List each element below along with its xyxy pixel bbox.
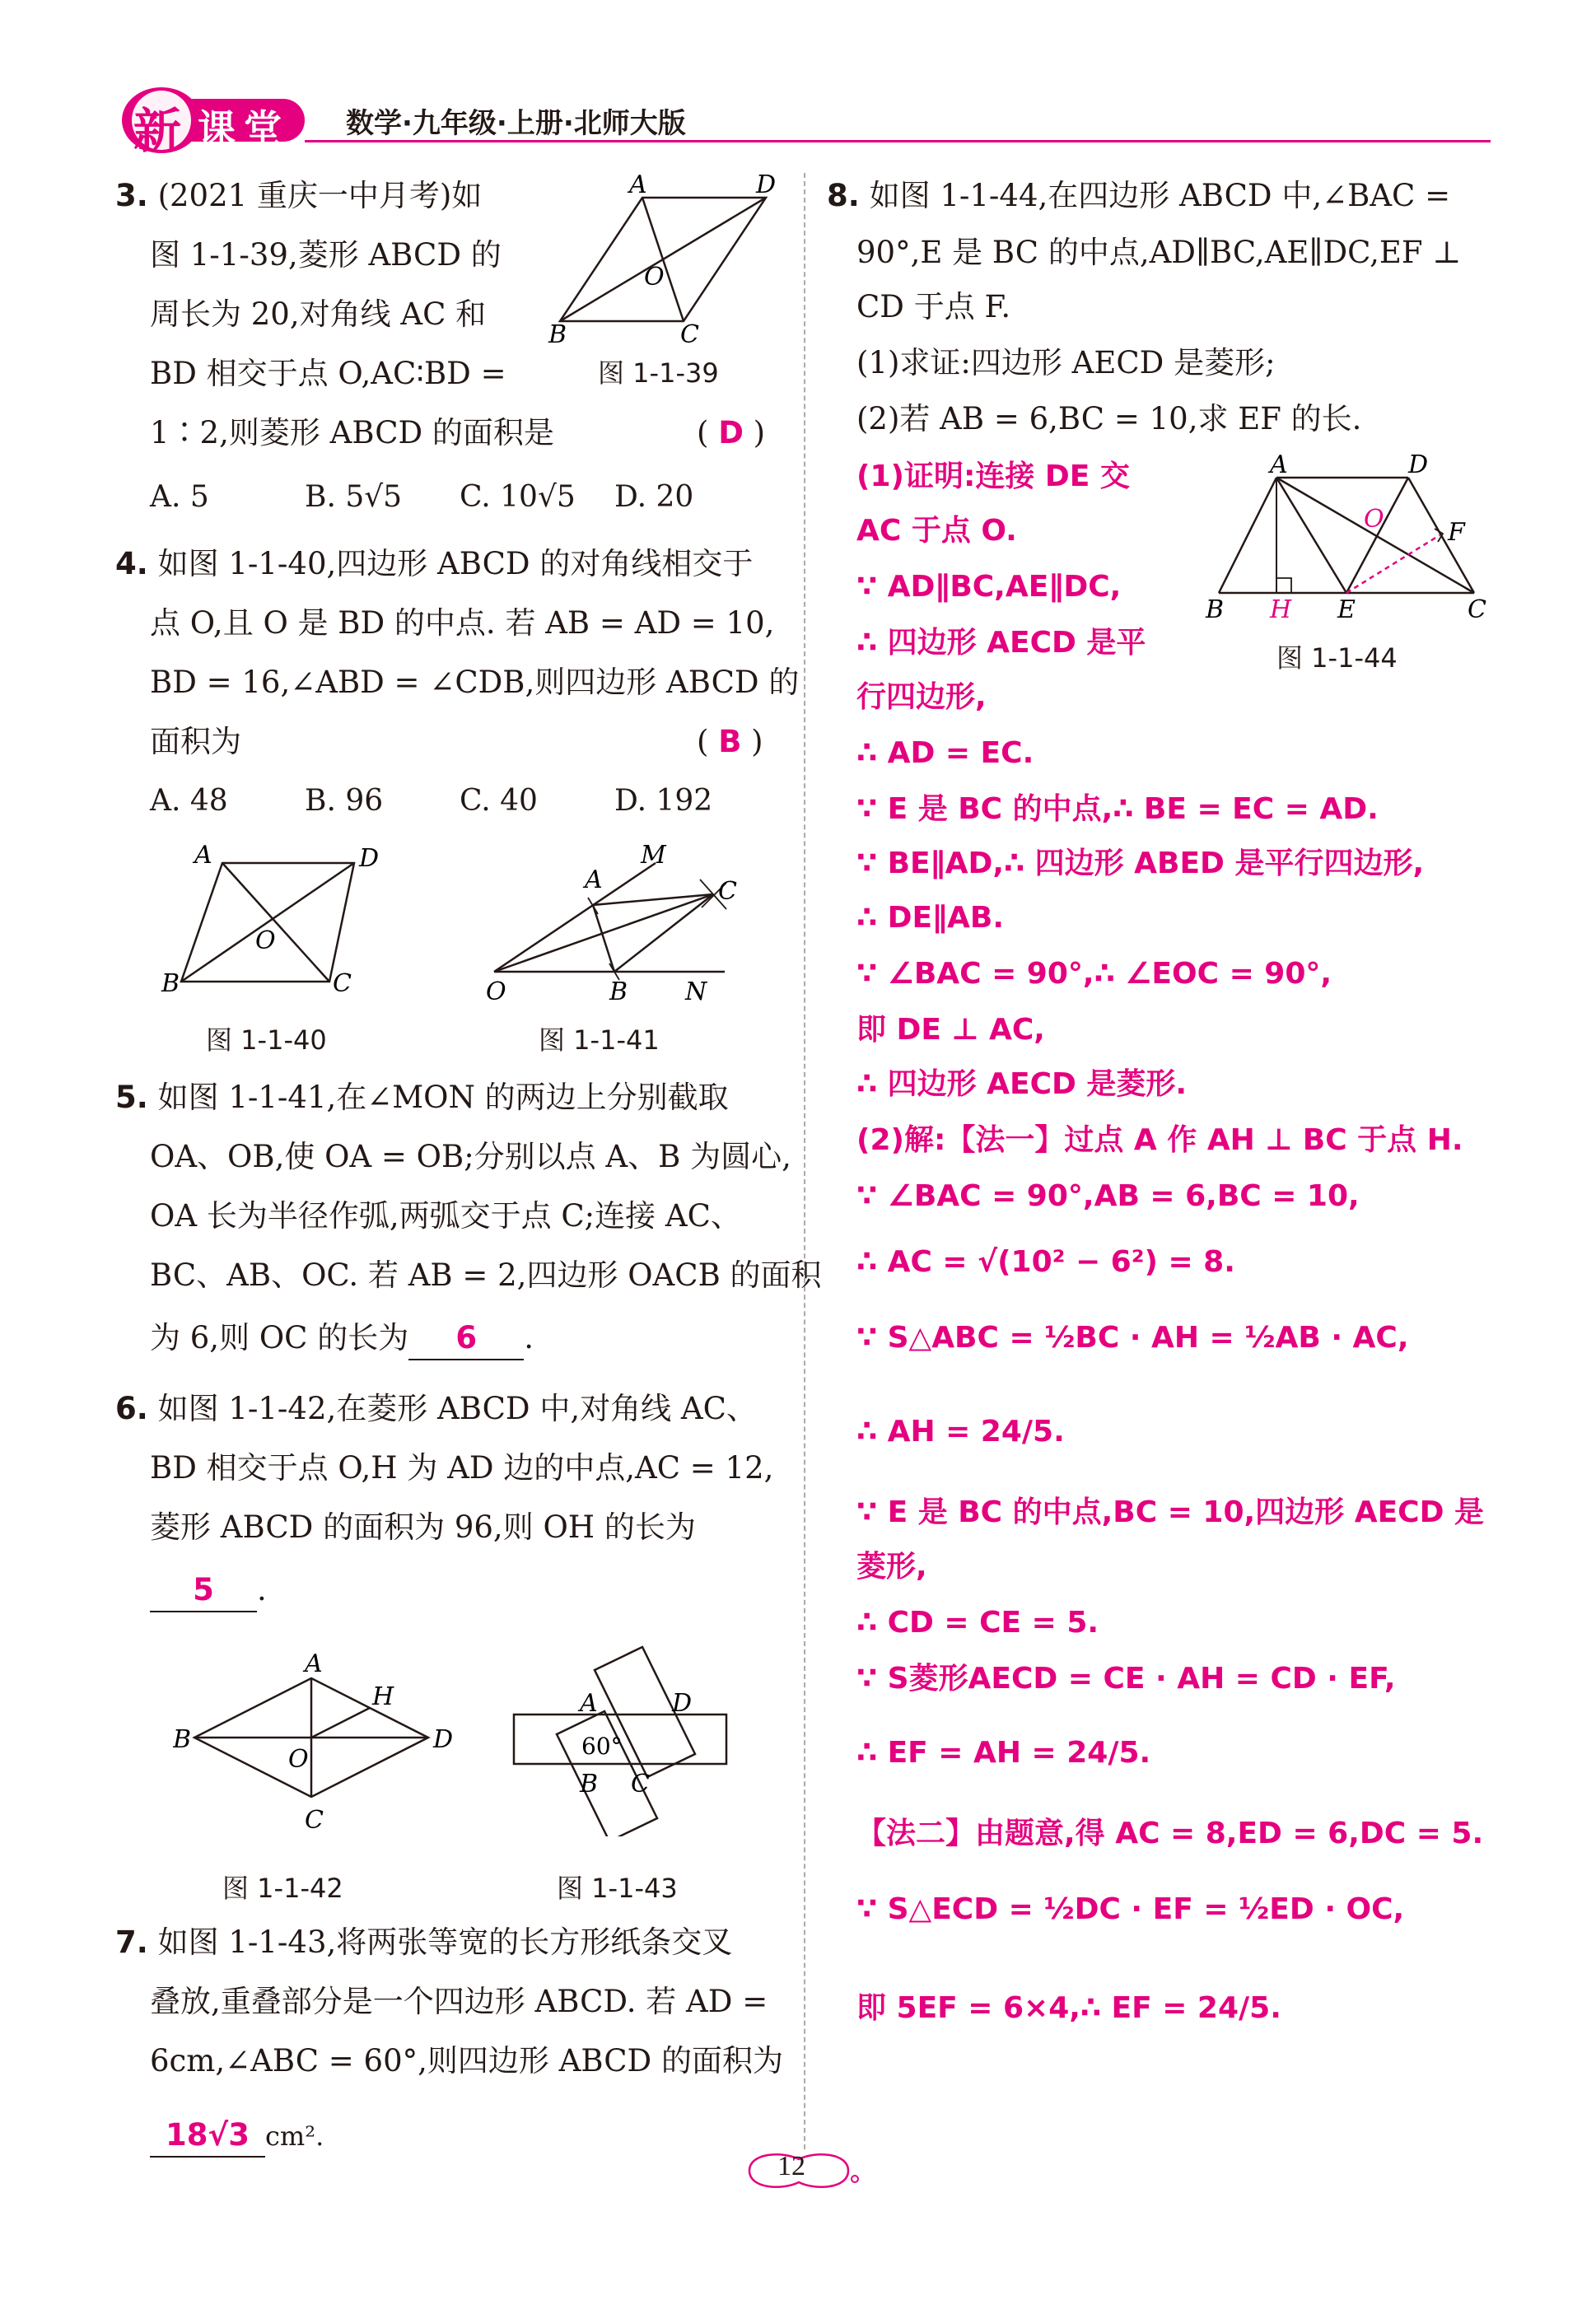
q8-sol-11: ∵ S△ABC = ½BC · AH = ½AB · AC, [856, 1321, 1409, 1355]
column-divider [804, 173, 805, 2149]
q4-answer: B [718, 724, 742, 759]
fig40-label-d: D [359, 844, 380, 873]
q4-option-a: A. 48 [150, 784, 228, 818]
fig42-label-c: C [305, 1806, 324, 1835]
q8-line-1: 如图 1-1-44,在四边形 ABCD 中,∠BAC = [869, 178, 1451, 213]
brand-char-3: 堂 [244, 106, 282, 151]
q6-number: 6. [115, 1391, 148, 1426]
q3-option-c: C. 10√5 [460, 480, 576, 514]
fig44-label-e: E [1337, 595, 1356, 624]
q8-line-4: (1)求证:四边形 AECD 是菱形; [856, 345, 1276, 380]
q5-line-4: BC、AB、OC. 若 AB = 2,四边形 OACB 的面积 [150, 1257, 822, 1293]
q8-sol-1: ∴ AD = EC. [856, 736, 1034, 770]
q8-sol-n4: ∴ 四边形 AECD 是平 [856, 626, 1146, 660]
fig40-label-b: B [161, 969, 180, 998]
q8-sol-13: ∵ E 是 BC 的中点,BC = 10,四边形 AECD 是 [856, 1495, 1484, 1529]
q8-sol-3: ∵ BE∥AD,∴ 四边形 ABED 是平行四边形, [856, 847, 1425, 880]
figure-1-1-43 [502, 1639, 741, 1836]
fig44-label-f: F [1448, 518, 1465, 547]
figure-1-1-39 [544, 173, 791, 354]
q6-line-3: 菱形 ABCD 的面积为 96,则 OH 的长为 [150, 1509, 696, 1545]
q8-sol-n1: (1)证明:连接 DE 交 [856, 460, 1130, 493]
q8-sol-10: ∴ AC = √(10² − 6²) = 8. [856, 1245, 1235, 1279]
figure-1-1-40 [156, 840, 395, 1005]
q5-line-5: 为 6,则 OC 的长为 [150, 1320, 409, 1355]
q5-line-1: 如图 1-1-41,在∠MON 的两边上分别截取 [157, 1080, 729, 1115]
q5-answer: 6 [455, 1320, 478, 1355]
fig44-caption: 图 1-1-44 [1276, 642, 1398, 674]
fig39-caption: 图 1-1-39 [598, 357, 719, 389]
q8-sol-4: ∴ DE∥AB. [856, 901, 1005, 935]
header-rule [305, 140, 1491, 142]
header [115, 82, 1491, 159]
fig44-label-h: H [1270, 595, 1292, 624]
q7-line-2: 叠放,重叠部分是一个四边形 ABCD. 若 AD = [150, 1984, 768, 2019]
brand-char-2: 课 [198, 106, 236, 151]
q3-option-d: D. 20 [614, 480, 694, 514]
q7-line-3: 6cm,∠ABC = 60°,则四边形 ABCD 的面积为 [150, 2043, 783, 2078]
q4-line-1: 如图 1-1-40,四边形 ABCD 的对角线相交于 [157, 546, 754, 581]
q5-line-3: OA 长为半径作弧,两弧交于点 C;连接 AC、 [150, 1198, 741, 1234]
fig39-label-o: O [644, 263, 665, 292]
q8-sol-n5: 行四边形, [856, 680, 987, 714]
q4-line-2: 点 O,且 O 是 BD 的中点. 若 AB = AD = 10, [150, 605, 775, 641]
fig43-angle: 60° [581, 1733, 623, 1760]
q5-number: 5. [115, 1080, 148, 1115]
fig42-label-a: A [305, 1649, 323, 1678]
figure-1-1-42 [173, 1647, 453, 1836]
fig42-label-d: D [433, 1725, 453, 1754]
page-number: 12 [777, 2151, 805, 2181]
fig44-label-d: D [1408, 453, 1429, 479]
fig41-caption: 图 1-1-41 [539, 1024, 660, 1056]
q6-line-2: BD 相交于点 O,H 为 AD 边的中点,AC = 12, [150, 1450, 774, 1486]
fig40-label-a: A [194, 841, 212, 870]
figure-1-1-41 [469, 840, 749, 1005]
q3-line-3: 周长为 20,对角线 AC 和 [150, 296, 487, 332]
q3-line-5: 1∶2,则菱形 ABCD 的面积是 [150, 415, 554, 450]
fig42-label-b: B [173, 1725, 192, 1754]
fig42-label-h: H [372, 1682, 394, 1711]
fig42-caption: 图 1-1-42 [222, 1873, 343, 1904]
q6-answer: 5 [193, 1572, 214, 1607]
q8-number: 8. [827, 178, 860, 213]
fig43-label-c: C [631, 1770, 650, 1798]
q8-sol-20: 即 5EF = 6×4,∴ EF = 24/5. [856, 1991, 1281, 2025]
fig39-label-d: D [756, 173, 777, 199]
q4-line-4: 面积为 [150, 724, 241, 759]
fig44-label-c: C [1468, 595, 1486, 624]
fig43-label-b: B [580, 1770, 599, 1798]
q3-number: 3. [115, 178, 148, 213]
q8-line-5: (2)若 AB = 6,BC = 10,求 EF 的长. [856, 401, 1362, 436]
q7-line-1: 如图 1-1-43,将两张等宽的长方形纸条交叉 [157, 1924, 733, 1960]
fig43-label-a: A [580, 1689, 598, 1718]
q8-sol-2: ∵ E 是 BC 的中点,∴ BE = EC = AD. [856, 792, 1379, 826]
q8-line-3: CD 于点 F. [856, 289, 1011, 324]
header-subtitle: 数学·九年级·上册·北师大版 [346, 107, 686, 140]
fig39-label-b: B [548, 320, 567, 349]
fig39-label-c: C [680, 320, 699, 349]
fig44-label-b: B [1206, 595, 1225, 624]
brand-char-1: 新 [133, 103, 182, 159]
q4-answer-bracket: ( B ) [697, 724, 763, 759]
q3-option-a: A. 5 [150, 480, 209, 514]
fig41-label-b: B [609, 977, 628, 1005]
q3-answer: D [718, 415, 744, 450]
q5-end: . [524, 1320, 534, 1355]
fig44-label-o: O [1364, 505, 1384, 534]
q6-end: . [257, 1572, 267, 1607]
q8-sol-18: 【法二】由题意,得 AC = 8,ED = 6,DC = 5. [856, 1817, 1484, 1850]
q8-line-2: 90°,E 是 BC 的中点,AD∥BC,AE∥DC,EF ⊥ [856, 235, 1462, 270]
fig40-label-o: O [255, 926, 276, 955]
q3-line-1: (2021 重庆一中月考)如 [157, 178, 483, 213]
fig41-label-o: O [486, 977, 506, 1005]
q8-sol-n3: ∵ AD∥BC,AE∥DC, [856, 570, 1122, 604]
q7-number: 7. [115, 1924, 148, 1960]
q7-answer: 18√3 [166, 2117, 250, 2153]
q8-sol-16: ∵ S菱形AECD = CE · AH = CD · EF, [856, 1662, 1396, 1696]
q4-option-d: D. 192 [614, 784, 713, 818]
fig41-label-c: C [718, 877, 737, 906]
fig41-label-n: N [685, 977, 707, 1005]
q8-sol-15: ∴ CD = CE = 5. [856, 1606, 1099, 1640]
fig40-caption: 图 1-1-40 [206, 1024, 327, 1056]
q8-sol-7: ∴ 四边形 AECD 是菱形. [856, 1067, 1188, 1101]
q3-option-b: B. 5√5 [305, 480, 403, 514]
q8-sol-9: ∵ ∠BAC = 90°,AB = 6,BC = 10, [856, 1179, 1360, 1213]
q8-sol-6: 即 DE ⊥ AC, [856, 1013, 1045, 1047]
q7-unit: cm². [265, 2120, 324, 2152]
q8-sol-5: ∵ ∠BAC = 90°,∴ ∠EOC = 90°, [856, 957, 1332, 991]
fig41-label-a: A [585, 865, 603, 894]
q4-line-3: BD = 16,∠ABD = ∠CDB,则四边形 ABCD 的 [150, 665, 800, 700]
q8-sol-12: ∴ AH = 24/5. [856, 1415, 1065, 1449]
q8-sol-17: ∴ EF = AH = 24/5. [856, 1736, 1151, 1770]
q5-line-2: OA、OB,使 OA = OB;分别以点 A、B 为圆心, [150, 1139, 791, 1174]
q4-option-c: C. 40 [460, 784, 538, 818]
figure-1-1-44 [1202, 453, 1507, 634]
fig39-label-a: A [629, 173, 647, 199]
q3-line-4: BD 相交于点 O,AC∶BD = [150, 356, 506, 391]
q8-sol-n2: AC 于点 O. [856, 514, 1017, 548]
fig42-label-o: O [288, 1745, 309, 1774]
q3-line-2: 图 1-1-39,菱形 ABCD 的 [150, 237, 502, 273]
fig44-label-a: A [1270, 453, 1288, 479]
fig41-label-m: M [641, 841, 666, 870]
q8-sol-8: (2)解:【法一】过点 A 作 AH ⊥ BC 于点 H. [856, 1123, 1463, 1157]
q8-sol-19: ∵ S△ECD = ½DC · EF = ½ED · OC, [856, 1892, 1405, 1926]
q3-answer-bracket: ( D ) [697, 415, 766, 450]
q4-option-b: B. 96 [305, 784, 384, 818]
q4-number: 4. [115, 546, 148, 581]
q6-line-1: 如图 1-1-42,在菱形 ABCD 中,对角线 AC、 [157, 1391, 757, 1426]
q8-sol-14: 菱形, [856, 1550, 927, 1584]
fig43-caption: 图 1-1-43 [557, 1873, 678, 1904]
fig40-label-c: C [333, 969, 352, 998]
fig43-label-d: D [672, 1689, 693, 1718]
